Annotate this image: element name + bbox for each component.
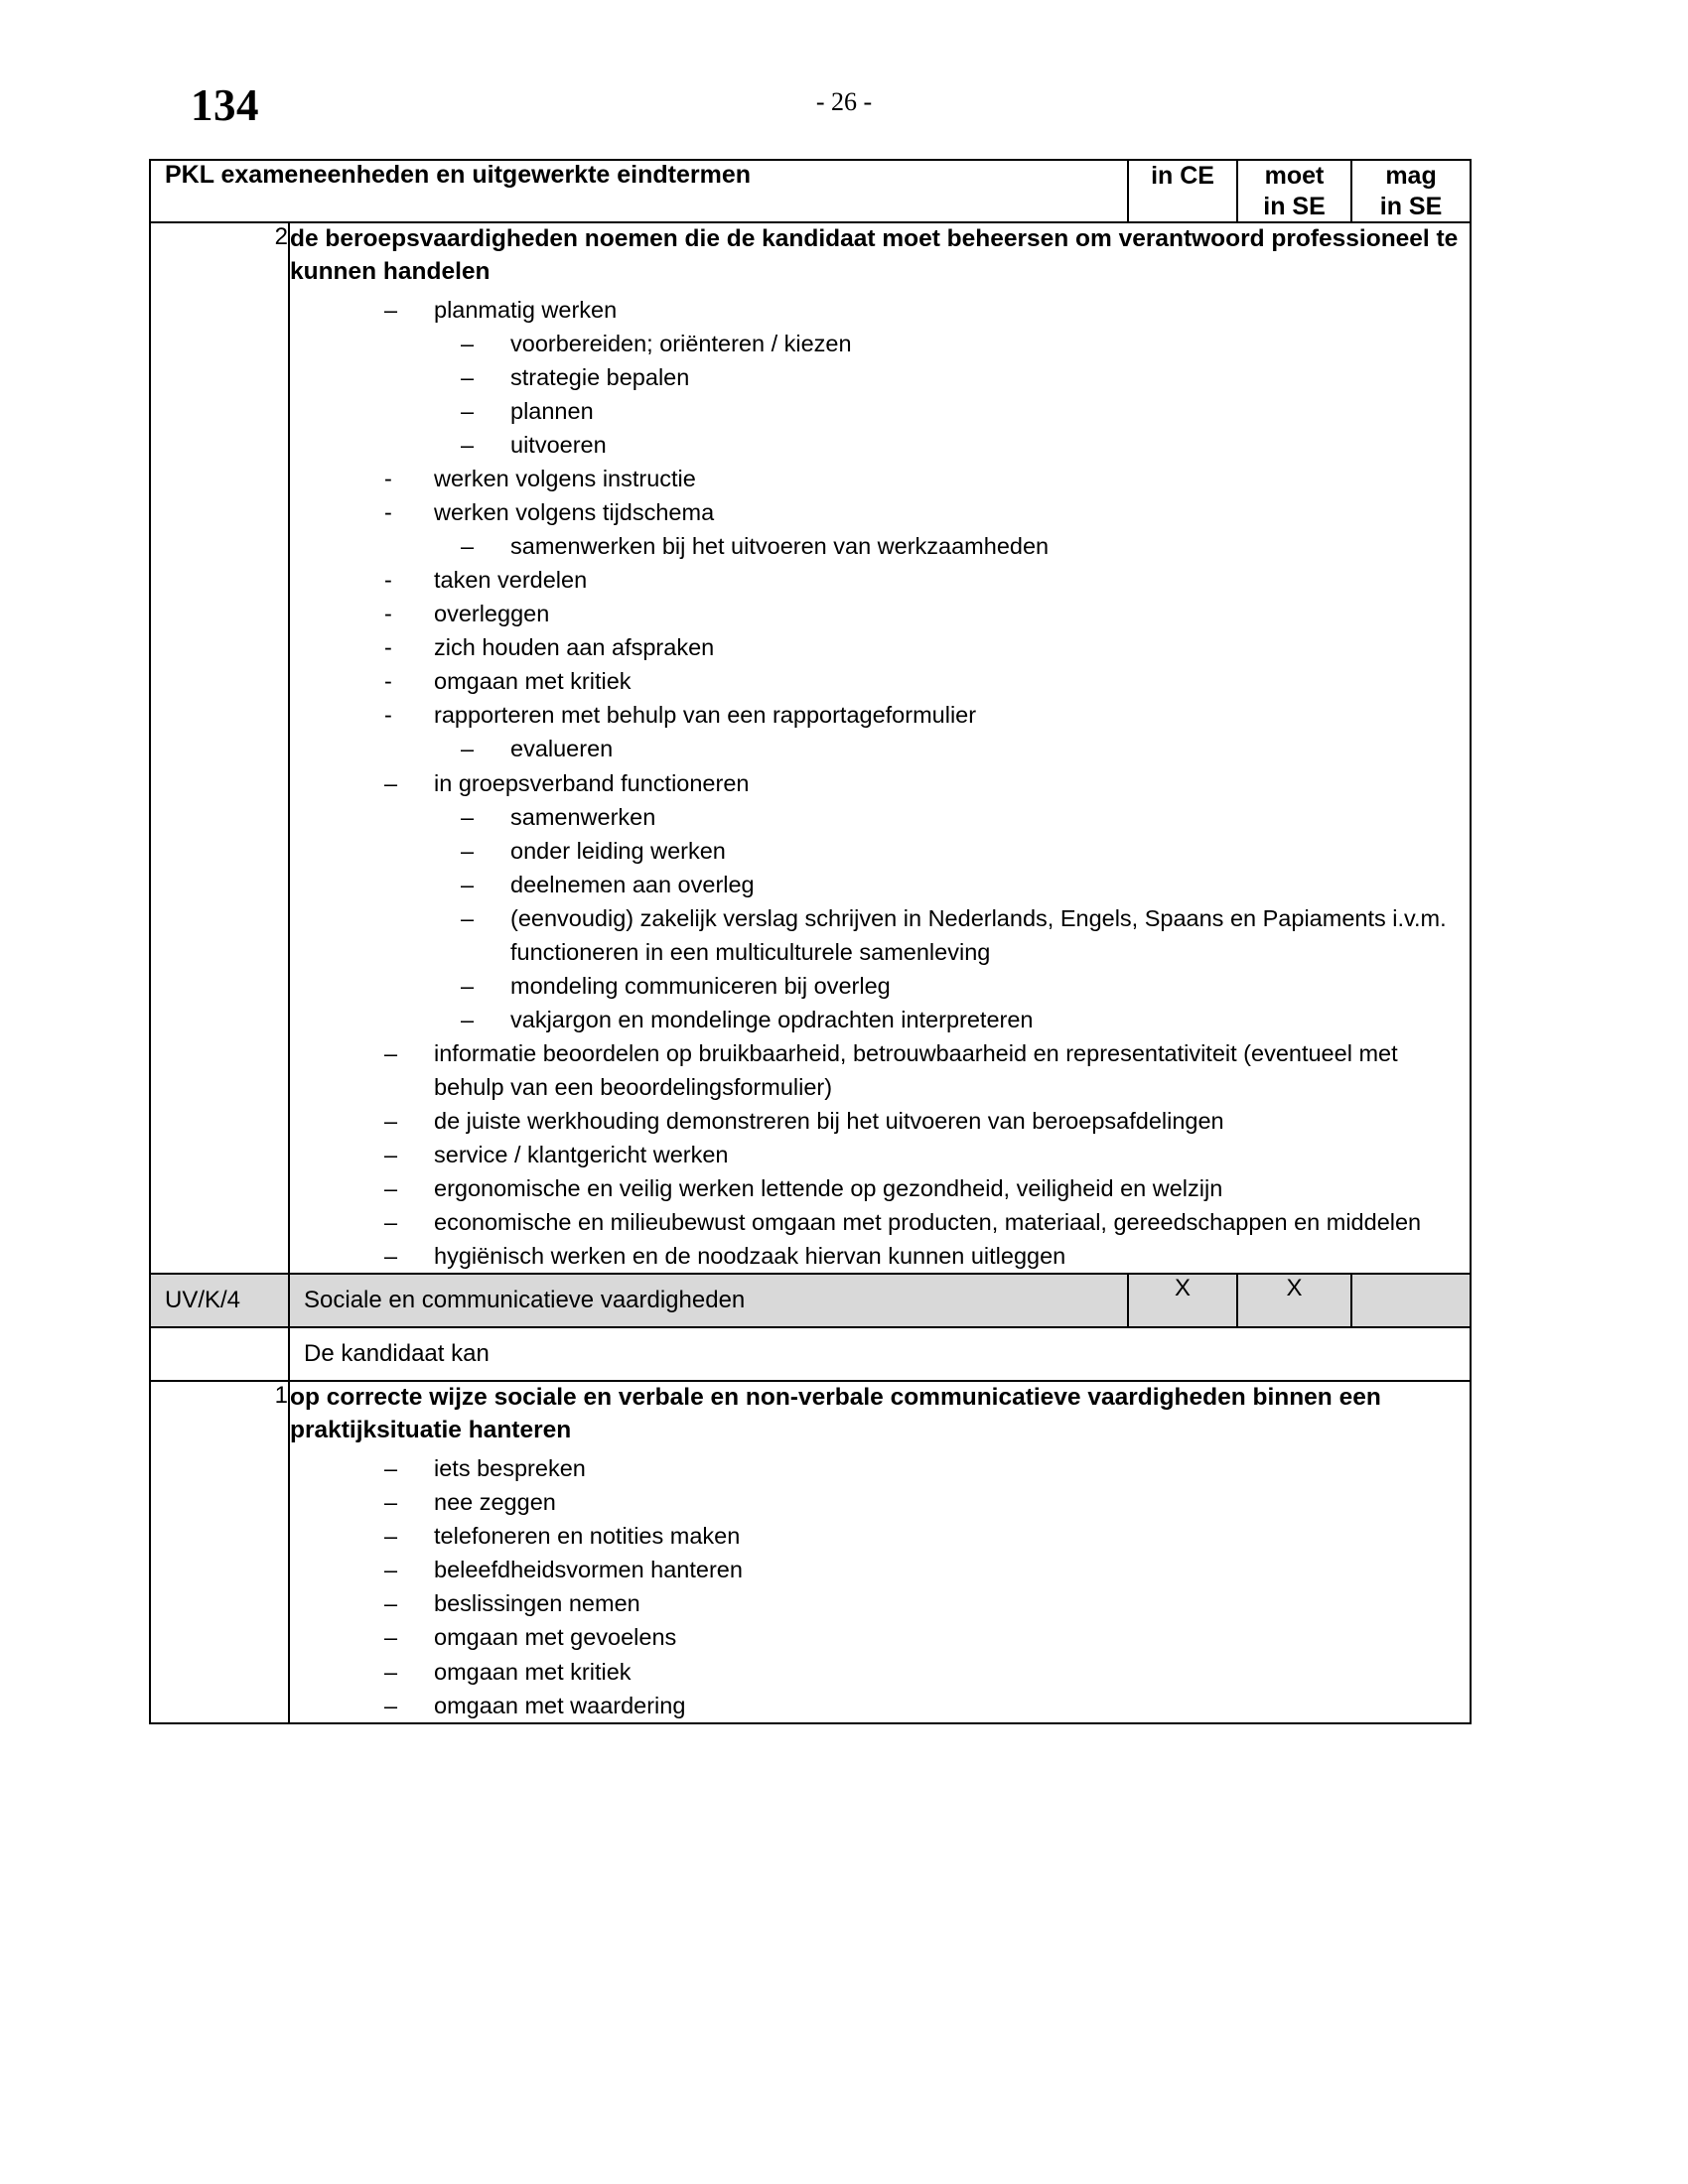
bullet-text: nee zeggen — [434, 1489, 556, 1516]
bullet-text: zich houden aan afspraken — [434, 634, 715, 661]
bullet-dash: - — [384, 465, 392, 491]
bullet-dash: – — [461, 330, 475, 356]
section-mag-in-se-mark — [1351, 1274, 1471, 1327]
header-moet-line2: in SE — [1263, 192, 1326, 220]
list-item — [290, 1655, 1470, 1689]
section-moet-in-se-mark: X — [1237, 1274, 1351, 1327]
table-header-row — [150, 160, 1471, 222]
row-content — [289, 1381, 1471, 1722]
bullet-dash: – — [384, 1455, 398, 1482]
bullet-text: mondeling communiceren bij overleg — [510, 972, 891, 999]
list-item — [290, 834, 1470, 868]
eindtermen-table — [149, 159, 1472, 1724]
table-row — [150, 1381, 1471, 1722]
list-item — [290, 1205, 1470, 1239]
bullet-dash: – — [461, 837, 475, 864]
bullet-dash: – — [461, 904, 475, 931]
bullet-dash: – — [461, 431, 475, 458]
bullet-dash: – — [384, 1209, 398, 1236]
list-item — [290, 1519, 1470, 1553]
bullet-dash: – — [384, 769, 398, 796]
bullet-text: economische en milieubewust omgaan met producten, materiaal, gereedschappen en middelen — [434, 1209, 1422, 1236]
header-title: PKL exameneenheden en uitgewerkte eindtermen — [150, 160, 1128, 222]
bullet-text: werken volgens instructie — [434, 465, 696, 491]
list-item — [290, 495, 1470, 529]
bullet-dash: – — [461, 397, 475, 424]
bullet-text: informatie beoordelen op bruikbaarheid, betrouwbaarheid en representativiteit (eventueel met behulp van een beoordelingsformulier) — [434, 1040, 1398, 1101]
header-mag-in-se — [1351, 160, 1471, 222]
bullet-dash: – — [384, 1557, 398, 1583]
list-item — [290, 969, 1470, 1003]
bullet-dash: – — [461, 533, 475, 560]
document-number: 134 — [191, 80, 259, 130]
list-item — [290, 630, 1470, 664]
list-item — [290, 1171, 1470, 1205]
bullet-dash: – — [384, 1142, 398, 1168]
row-lead-text: op correcte wijze sociale en verbale en non-verbale communicatieve vaardigheden binnen een praktijksituatie hanteren — [290, 1384, 1381, 1444]
bullet-dash: – — [384, 296, 398, 323]
bullet-text: evalueren — [510, 736, 614, 762]
header-mag-line2: in SE — [1379, 192, 1443, 220]
bullet-text: omgaan met gevoelens — [434, 1624, 677, 1651]
bullet-dash: - — [384, 634, 392, 661]
bullet-text: taken verdelen — [434, 567, 588, 594]
bullet-text: omgaan met waardering — [434, 1692, 686, 1718]
list-item — [290, 462, 1470, 495]
bullet-text: samenwerken — [510, 803, 656, 830]
list-item — [290, 664, 1470, 698]
row-number: 2 — [150, 222, 289, 1274]
list-item — [290, 868, 1470, 901]
bullet-text: iets bespreken — [434, 1455, 586, 1482]
list-item — [290, 1104, 1470, 1138]
bullet-text: werken volgens tijdschema — [434, 499, 715, 526]
bullet-dash: – — [384, 1040, 398, 1067]
section-in-ce-mark: X — [1128, 1274, 1237, 1327]
header-moet-in-se — [1237, 160, 1351, 222]
bullet-text: hygiënisch werken en de noodzaak hiervan kunnen uitleggen — [434, 1243, 1066, 1270]
bullet-text: service / klantgericht werken — [434, 1142, 729, 1168]
bullet-dash: – — [384, 1523, 398, 1550]
section-title: Sociale en communicatieve vaardigheden — [289, 1274, 1128, 1327]
list-item — [290, 1138, 1470, 1171]
bullet-dash: – — [384, 1590, 398, 1617]
bullet-text: samenwerken bij het uitvoeren van werkzaamheden — [510, 533, 1050, 560]
bullet-text: telefoneren en notities maken — [434, 1523, 741, 1550]
table-row — [150, 222, 1471, 1274]
bullet-text: beslissingen nemen — [434, 1590, 640, 1617]
bullet-dash: – — [384, 1243, 398, 1270]
list-item — [290, 1485, 1470, 1519]
list-item — [290, 1239, 1470, 1273]
bullet-dash: – — [384, 1489, 398, 1516]
subheader-code — [150, 1327, 289, 1381]
bullet-dash: - — [384, 668, 392, 695]
bullet-dash: – — [384, 1624, 398, 1651]
bullet-text: rapporteren met behulp van een rapportageformulier — [434, 702, 977, 729]
bullet-dash: – — [461, 1006, 475, 1032]
bullet-text: vakjargon en mondelinge opdrachten interpreteren — [510, 1006, 1034, 1032]
bullet-dash: – — [461, 871, 475, 897]
bullet-text: in groepsverband functioneren — [434, 769, 750, 796]
page-header — [149, 60, 1539, 129]
bullet-dash: – — [461, 972, 475, 999]
list-item — [290, 597, 1470, 630]
header-in-ce: in CE — [1128, 160, 1237, 222]
page-number: - 26 - — [815, 87, 873, 116]
bullet-text: omgaan met kritiek — [434, 668, 632, 695]
bullet-dash: – — [384, 1692, 398, 1718]
list-item — [290, 1689, 1470, 1722]
header-mag-line1: mag — [1385, 162, 1437, 190]
bullet-dash: - — [384, 601, 392, 627]
list-item — [290, 1553, 1470, 1586]
list-item — [290, 800, 1470, 834]
bullet-text: planmatig werken — [434, 296, 618, 323]
row-number: 1 — [150, 1381, 289, 1722]
list-item — [290, 766, 1470, 800]
section-row — [150, 1274, 1471, 1327]
bullet-text: plannen — [510, 397, 594, 424]
row-content — [289, 222, 1471, 1274]
bullet-text: ergonomische en veilig werken lettende op gezondheid, veiligheid en welzijn — [434, 1175, 1223, 1202]
bullet-text: beleefdheidsvormen hanteren — [434, 1557, 743, 1583]
list-item — [290, 360, 1470, 394]
bullet-text: uitvoeren — [510, 431, 607, 458]
list-item — [290, 1586, 1470, 1620]
header-moet-line1: moet — [1264, 162, 1325, 190]
subheader-row — [150, 1327, 1471, 1381]
list-item — [290, 732, 1470, 765]
row-bullet-list — [290, 1451, 1470, 1722]
list-item — [290, 394, 1470, 428]
row-lead-text: de beroepsvaardigheden noemen die de kandidaat moet beheersen om verantwoord professioneel te kunnen handelen — [290, 225, 1459, 285]
list-item — [290, 1451, 1470, 1485]
list-item — [290, 698, 1470, 732]
bullet-text: omgaan met kritiek — [434, 1658, 632, 1685]
bullet-text: de juiste werkhouding demonstreren bij het uitvoeren van beroepsafdelingen — [434, 1108, 1224, 1135]
bullet-text: (eenvoudig) zakelijk verslag schrijven in Nederlands, Engels, Spaans en Papiaments i.v.m. functioneren in een multiculturele samenleving — [510, 904, 1447, 965]
bullet-dash: – — [384, 1658, 398, 1685]
list-item — [290, 529, 1470, 563]
row-bullet-list — [290, 293, 1470, 1274]
bullet-dash: - — [384, 567, 392, 594]
bullet-dash: – — [384, 1175, 398, 1202]
section-code: UV/K/4 — [150, 1274, 289, 1327]
list-item — [290, 901, 1470, 969]
list-item — [290, 428, 1470, 462]
bullet-dash: – — [461, 363, 475, 390]
list-item — [290, 563, 1470, 597]
bullet-dash: – — [461, 736, 475, 762]
list-item — [290, 1620, 1470, 1654]
bullet-text: strategie bepalen — [510, 363, 690, 390]
bullet-dash: – — [461, 803, 475, 830]
bullet-text: deelnemen aan overleg — [510, 871, 755, 897]
bullet-text: voorbereiden; oriënteren / kiezen — [510, 330, 852, 356]
list-item — [290, 327, 1470, 360]
bullet-dash: – — [384, 1108, 398, 1135]
bullet-dash: - — [384, 499, 392, 526]
bullet-text: overleggen — [434, 601, 550, 627]
bullet-dash: - — [384, 702, 392, 729]
list-item — [290, 293, 1470, 327]
list-item — [290, 1036, 1470, 1104]
bullet-text: onder leiding werken — [510, 837, 726, 864]
subheader-title: De kandidaat kan — [289, 1327, 1471, 1381]
list-item — [290, 1003, 1470, 1036]
